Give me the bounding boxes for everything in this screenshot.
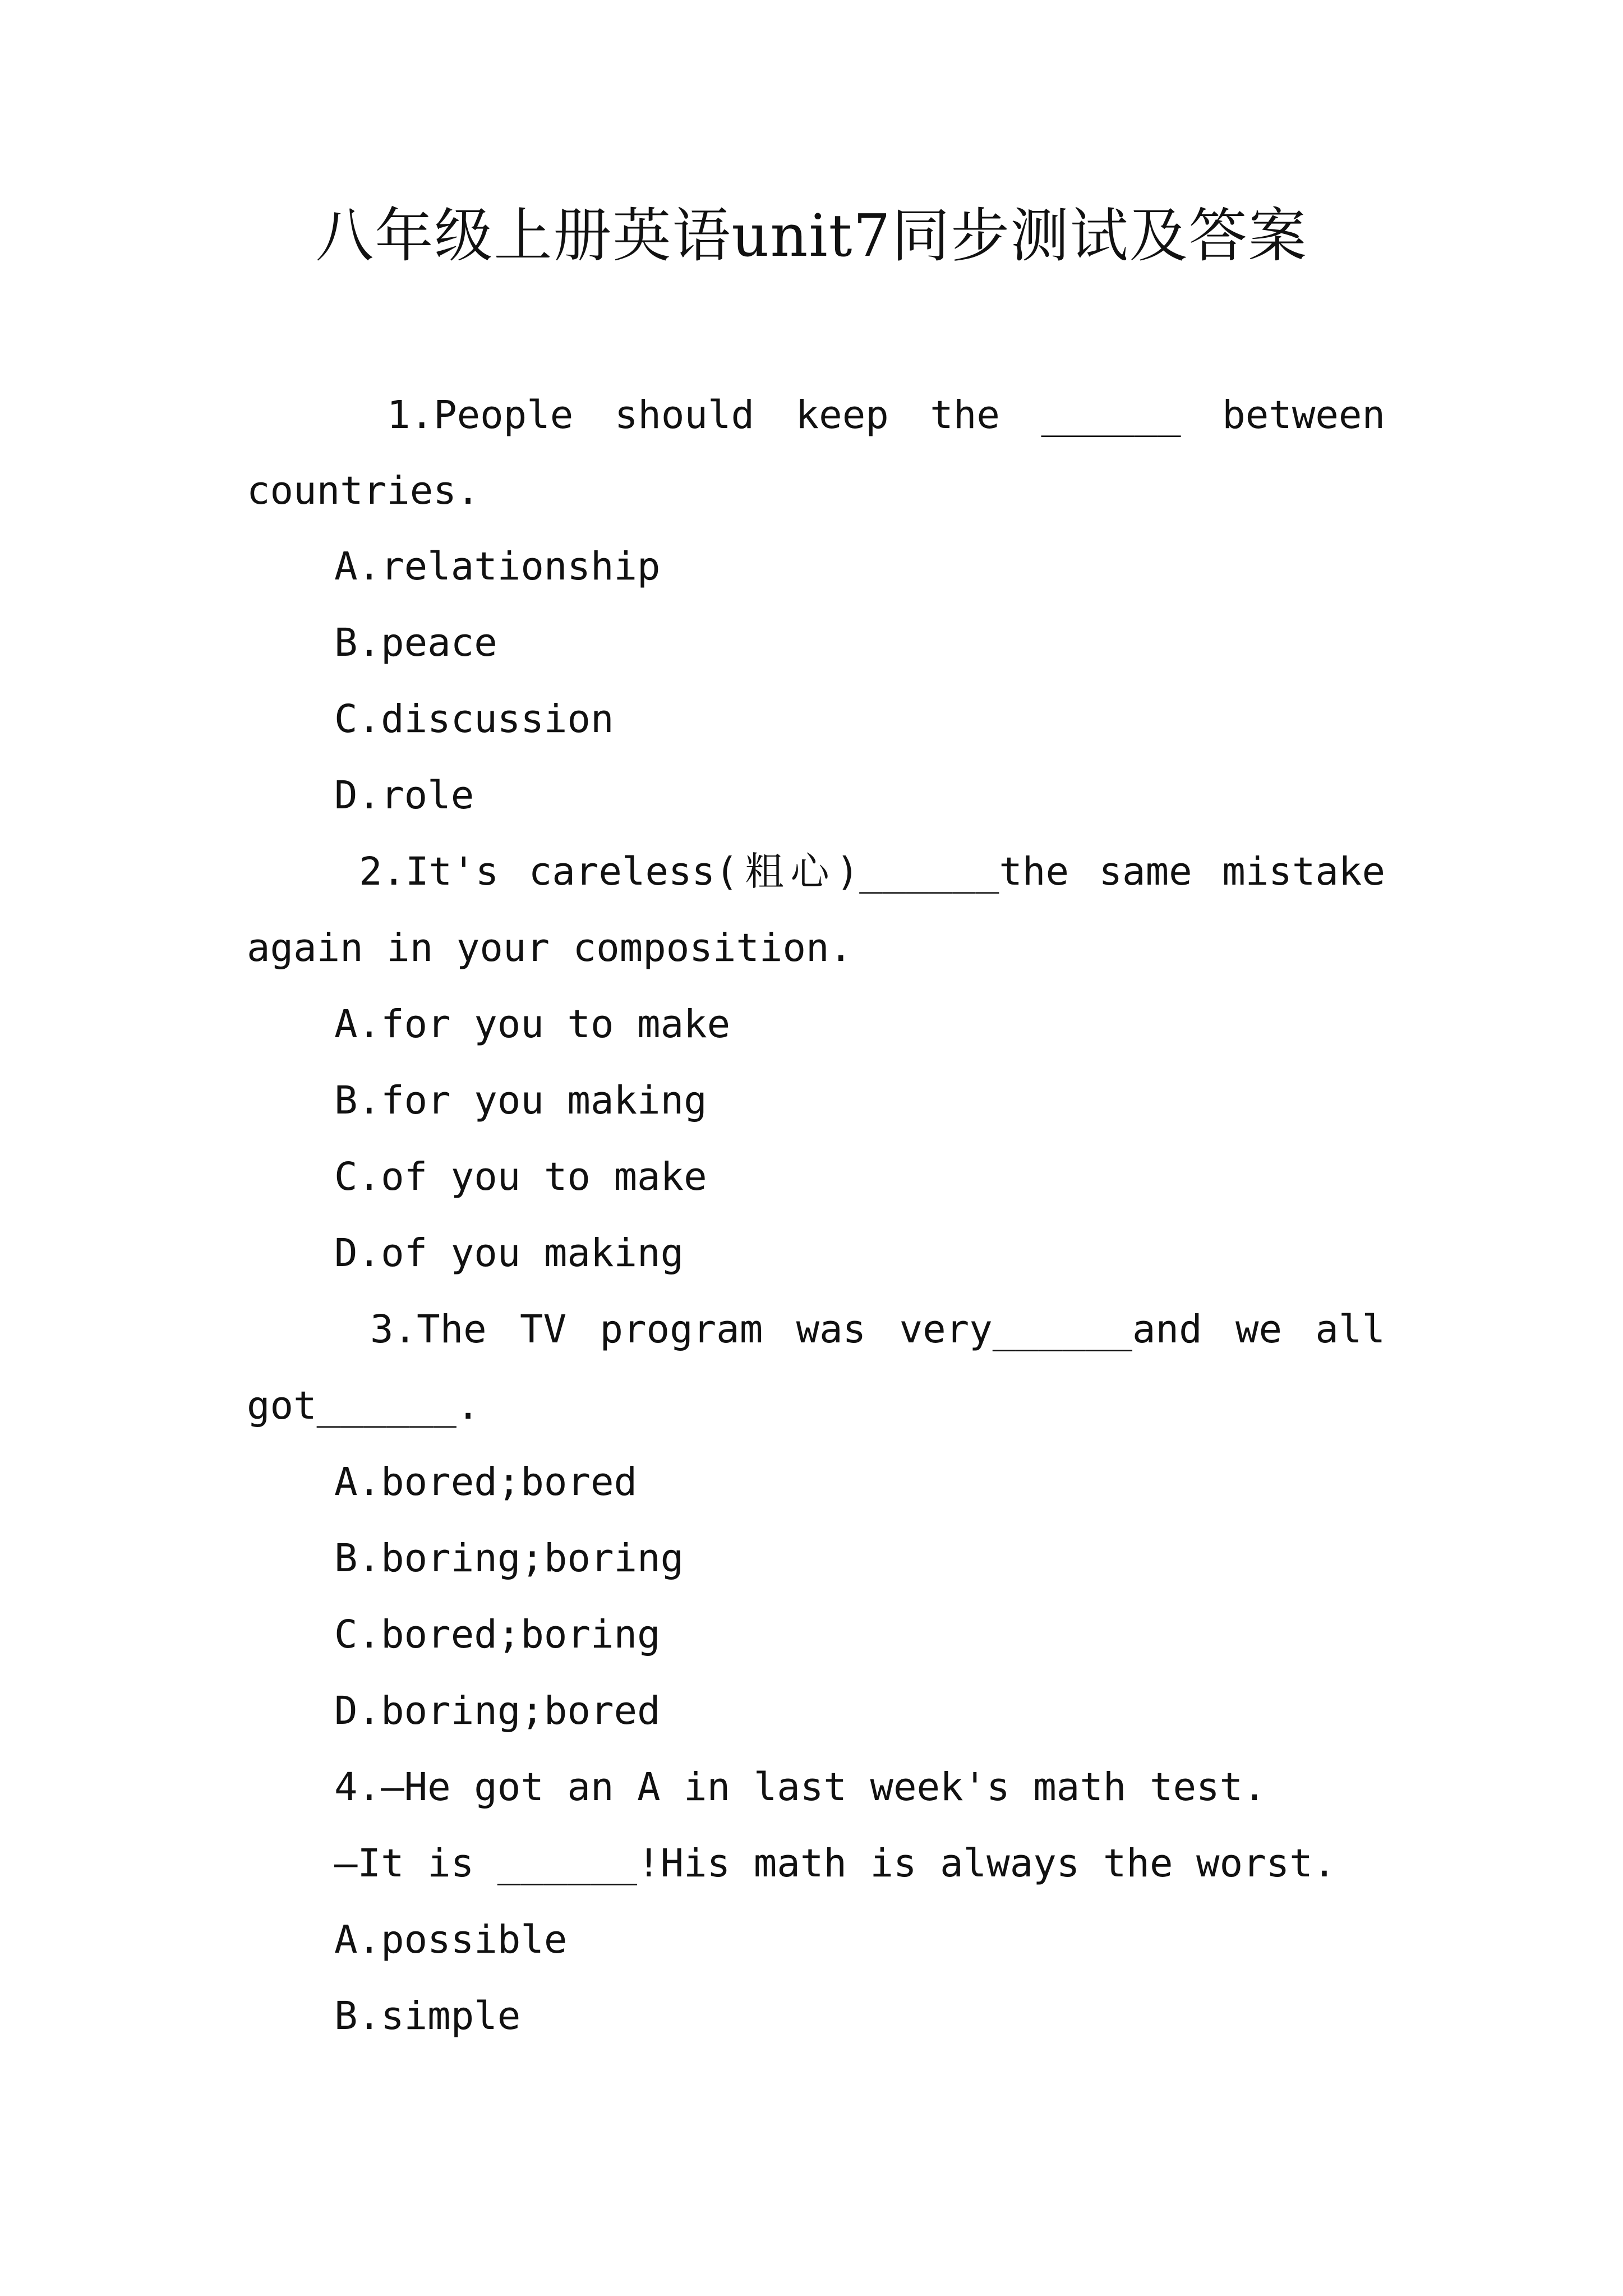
question-4-option-a: A.possible: [334, 1917, 568, 1962]
question-3-stem-line-1: 3.The TV program was very______and we all: [370, 1307, 1385, 1352]
question-2-option-a: A.for you to make: [334, 1002, 731, 1047]
question-1-option-d: D.role: [334, 773, 474, 818]
question-4-stem-line-2: —It is ______!His math is always the worst.: [334, 1841, 1336, 1886]
question-1-stem-line-2: countries.: [247, 468, 480, 513]
question-1-option-a: A.relationship: [334, 544, 661, 589]
question-1-option-c: C.discussion: [334, 697, 614, 742]
question-3-option-d: D.boring;bored: [334, 1688, 661, 1733]
question-2-option-b: B.for you making: [334, 1078, 707, 1123]
question-2-stem-line-1: 2.It's careless(粗心)______the same mistake: [359, 849, 1385, 894]
question-1-option-b: B.peace: [334, 620, 497, 665]
question-4-stem-line-1: 4.—He got an A in last week's math test.: [334, 1765, 1266, 1810]
question-2-option-d: D.of you making: [334, 1231, 684, 1276]
question-2-option-c: C.of you to make: [334, 1154, 707, 1199]
question-3-option-b: B.boring;boring: [334, 1536, 684, 1581]
question-2-stem-line-2: again in your composition.: [247, 926, 853, 970]
page-title: 八年级上册英语unit7同步测试及答案: [315, 201, 1308, 270]
question-1-stem-line-1: 1.People should keep the ______ between: [387, 393, 1385, 438]
question-4-option-b: B.simple: [334, 1994, 521, 2039]
question-3-stem-line-2: got______.: [247, 1383, 480, 1428]
question-3-option-c: C.bored;boring: [334, 1612, 661, 1657]
question-3-option-a: A.bored;bored: [334, 1460, 638, 1504]
